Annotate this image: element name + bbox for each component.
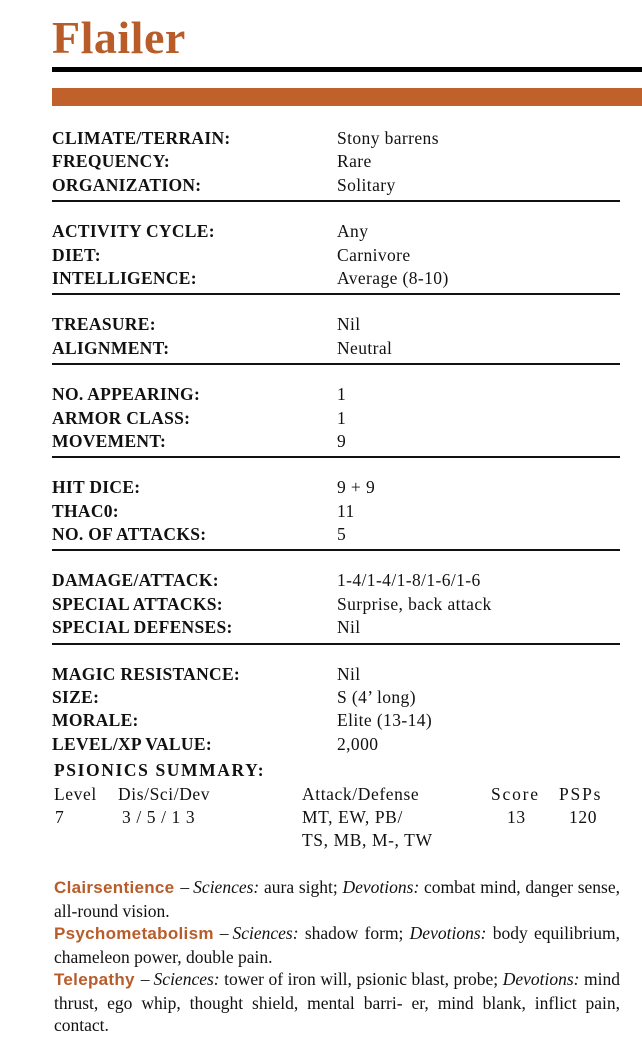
title-rule-black [52, 67, 642, 72]
discipline-name: Clairsentience [54, 878, 175, 897]
discipline-text: body equilibrium, chameleon power, double pain. [54, 923, 620, 967]
stat-row [52, 616, 620, 639]
psionics-header-attack: Attack/Defense [302, 784, 420, 804]
stat-value: S (4’ long) [337, 687, 416, 708]
discipline-name: Psychometabolism [54, 924, 214, 943]
stat-row [52, 430, 620, 453]
psionics-header-dis: Dis/Sci/Dev [118, 784, 211, 804]
stat-value: Solitary [337, 174, 396, 195]
page-title: Flailer [52, 12, 186, 63]
discipline-category: Sciences: [153, 969, 220, 989]
psionics-header-level: Level [54, 784, 97, 804]
stat-label: FREQUENCY: [52, 151, 171, 172]
stat-group-last [52, 663, 620, 757]
stat-value: 5 [337, 524, 347, 545]
discipline-category: Devotions: [342, 877, 420, 897]
stat-group [52, 383, 620, 458]
stat-row [52, 337, 620, 360]
stat-value: Carnivore [337, 244, 411, 265]
stat-row [52, 174, 620, 197]
stat-row [52, 476, 620, 499]
stat-row [52, 523, 620, 546]
stat-value: 9 [337, 430, 347, 451]
stat-row [52, 267, 620, 290]
discipline-text: mind thrust, ego whip, thought shield, mental barri- er, mind blank, inflict pain, contact. [54, 969, 620, 1035]
stat-row [52, 383, 620, 406]
discipline-separator: – [140, 969, 150, 989]
discipline-text: tower of iron will, psionic blast, probe; [219, 969, 503, 989]
stat-value: Average (8-10) [337, 267, 449, 288]
stat-label: ALIGNMENT: [52, 337, 170, 358]
discipline-category: Sciences: [232, 923, 299, 943]
stat-group [52, 476, 620, 551]
psionics-score-value: 13 [507, 807, 526, 827]
stat-row [52, 500, 620, 523]
stat-label: MORALE: [52, 710, 139, 731]
stat-label: MOVEMENT: [52, 430, 167, 451]
stat-row [52, 593, 620, 616]
stat-row [52, 244, 620, 267]
stat-label: NO. APPEARING: [52, 384, 201, 405]
discipline-separator: – [219, 923, 229, 943]
stat-row [52, 733, 620, 756]
stat-label: THAC0: [52, 500, 119, 521]
stat-label: ACTIVITY CYCLE: [52, 221, 215, 242]
discipline-text: combat mind, danger sense, all-round vision. [54, 877, 620, 921]
stat-value: 11 [337, 500, 355, 521]
stat-group [52, 220, 620, 295]
stat-value: Nil [337, 314, 361, 335]
psionics-header-score: Score [491, 784, 540, 804]
discipline-text: aura sight; [259, 877, 343, 897]
psionics-attack-line1: MT, EW, PB/ [302, 807, 403, 827]
stat-label: DAMAGE/ATTACK: [52, 570, 219, 591]
stat-value: 1 [337, 407, 347, 428]
psionics-header-psps: PSPs [559, 784, 603, 804]
stat-value: Nil [337, 663, 361, 684]
stat-label: INTELLIGENCE: [52, 267, 197, 288]
discipline-paragraph [54, 922, 620, 968]
stat-group [52, 569, 620, 644]
stat-block [52, 127, 620, 756]
stat-value: 2,000 [337, 733, 379, 754]
stat-label: NO. OF ATTACKS: [52, 524, 207, 545]
stat-value: 9 + 9 [337, 477, 376, 498]
stat-group [52, 127, 620, 202]
stat-row [52, 663, 620, 686]
stat-label: HIT DICE: [52, 477, 141, 498]
stat-value: Surprise, back attack [337, 593, 492, 614]
psionics-heading: PSIONICS SUMMARY: [54, 760, 266, 780]
discipline-category: Devotions: [502, 969, 580, 989]
stat-value: Nil [337, 617, 361, 638]
stat-row [52, 569, 620, 592]
discipline-paragraph [54, 876, 620, 922]
discipline-name: Telepathy [54, 970, 135, 989]
psionics-attack-line2: TS, MB, M-, TW [302, 830, 433, 850]
discipline-category: Devotions: [409, 923, 487, 943]
stat-row [52, 220, 620, 243]
stat-value: Stony barrens [337, 128, 439, 148]
discipline-text: shadow form; [298, 923, 410, 943]
psionics-dis-value: 3 / 5 / 1 3 [122, 807, 196, 827]
stat-value: Any [337, 221, 369, 242]
stat-label: DIET: [52, 244, 101, 265]
stat-row [52, 127, 620, 150]
stat-label: ORGANIZATION: [52, 174, 202, 195]
discipline-separator: – [180, 877, 190, 897]
stat-row [52, 709, 620, 732]
stat-value: Elite (13-14) [337, 710, 433, 731]
stat-label: SPECIAL DEFENSES: [52, 617, 233, 638]
stat-value: Rare [337, 151, 372, 172]
psionics-level-value: 7 [55, 807, 65, 827]
psionics-psps-value: 120 [569, 807, 598, 827]
stat-label: ARMOR CLASS: [52, 407, 191, 428]
discipline-paragraph [54, 968, 620, 1037]
stat-value: Neutral [337, 337, 393, 358]
stat-label: CLIMATE/TERRAIN: [52, 128, 231, 148]
stat-label: MAGIC RESISTANCE: [52, 663, 241, 684]
stat-row [52, 407, 620, 430]
stat-label: TREASURE: [52, 314, 156, 335]
stat-label: SPECIAL ATTACKS: [52, 593, 223, 614]
stat-label: SIZE: [52, 687, 100, 708]
stat-group [52, 313, 620, 365]
stat-value: 1-4/1-4/1-8/1-6/1-6 [337, 570, 481, 591]
stat-row [52, 686, 620, 709]
title-rule-orange [52, 88, 642, 106]
stat-label: LEVEL/XP VALUE: [52, 733, 212, 754]
stat-value: 1 [337, 384, 347, 405]
stat-row [52, 313, 620, 336]
discipline-category: Sciences: [193, 877, 260, 897]
stat-row [52, 150, 620, 173]
